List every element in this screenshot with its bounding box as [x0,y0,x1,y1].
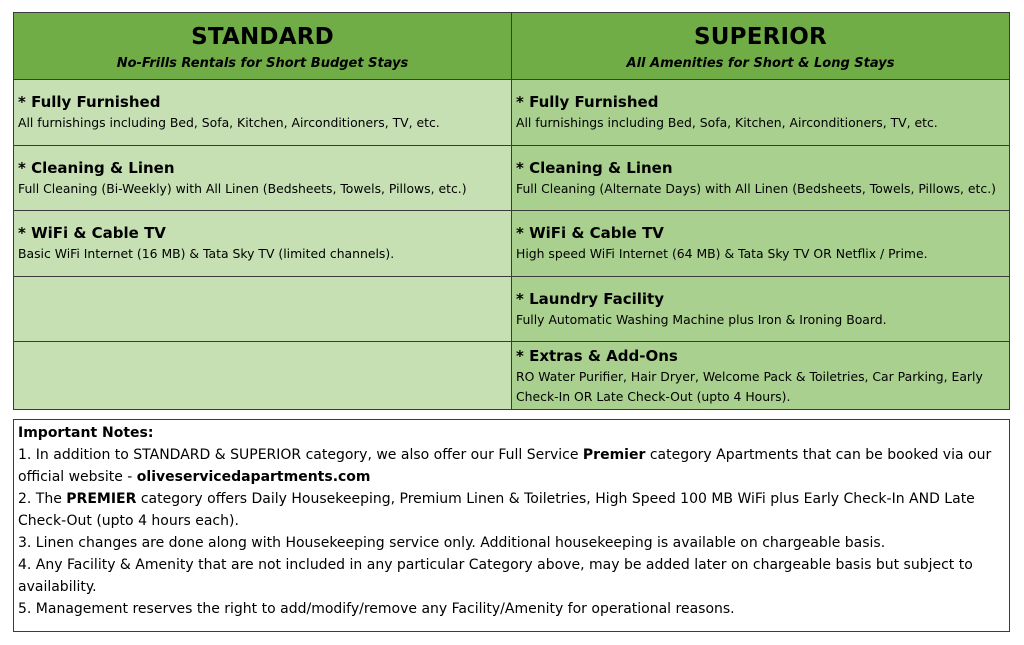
superior-header [512,13,1009,80]
feature-desc: Full Cleaning (Bi-Weekly) with All Linen (Bedsheets, Towels, Pillows, etc.) [18,181,467,196]
feature-desc: RO Water Purifier, Hair Dryer, Welcome Pack & Toiletries, Car Parking, Early Check-In OR Late Check-Out (upto 4 Hours). [516,369,983,404]
superior-feature-wifi [512,211,1009,277]
notes-heading: Important Notes: [18,425,154,441]
note-2 [18,488,1005,532]
note-2-text: 2. The [18,491,67,507]
feature-title: * WiFi & Cable TV [18,224,166,242]
feature-title: * Extras & Add-Ons [516,347,678,365]
note-1 [18,444,1005,488]
feature-desc: Full Cleaning (Alternate Days) with All Linen (Bedsheets, Towels, Pillows, etc.) [516,181,996,196]
note-1-text-cont: category Apartments that can be booked via our official website - [18,447,992,485]
note-4: 4. Any Facility & Amenity that are not included in any particular Category above, may be added later on chargeable basis but subject to availability. [18,557,973,595]
standard-empty-cell [14,342,512,409]
standard-feature-wifi [14,211,512,277]
standard-header [14,13,512,80]
feature-desc: All furnishings including Bed, Sofa, Kitchen, Airconditioners, TV, etc. [516,115,938,130]
superior-feature-furnished [512,80,1009,146]
note-3: 3. Linen changes are done along with Housekeeping service only. Additional housekeeping is available on chargeable basis. [18,535,886,551]
comparison-table [13,12,1010,410]
note-1-text: 1. In addition to STANDARD & SUPERIOR category, we also offer our Full Service [18,447,583,463]
superior-feature-cleaning [512,146,1009,211]
superior-title: SUPERIOR [694,24,827,50]
feature-desc: High speed WiFi Internet (64 MB) & Tata Sky TV OR Netflix / Prime. [516,246,928,261]
feature-desc: All furnishings including Bed, Sofa, Kitchen, Airconditioners, TV, etc. [18,115,440,130]
premier-label: Premier [582,447,646,463]
superior-feature-extras [512,342,1009,409]
feature-title: * WiFi & Cable TV [516,224,664,242]
feature-desc: Basic WiFi Internet (16 MB) & Tata Sky TV (limited channels). [18,246,395,261]
feature-title: * Cleaning & Linen [516,159,673,177]
standard-empty-cell [14,277,512,342]
standard-subtitle: No-Frills Rentals for Short Budget Stays [116,56,409,71]
feature-desc: Fully Automatic Washing Machine plus Iron & Ironing Board. [516,312,887,327]
superior-feature-laundry [512,277,1009,342]
feature-title: * Cleaning & Linen [18,159,175,177]
feature-title: * Fully Furnished [18,93,161,111]
premier-category-label: PREMIER [66,491,137,507]
note-2-text-cont: category offers Daily Housekeeping, Premium Linen & Toiletries, High Speed 100 MB WiFi plus Early Check-In AND Late Check-Out (upto 4 hours each). [18,491,975,529]
standard-feature-cleaning [14,146,512,211]
note-5: 5. Management reserves the right to add/modify/remove any Facility/Amenity for operational reasons. [18,601,735,617]
important-notes [13,419,1010,632]
feature-title: * Laundry Facility [516,290,664,308]
standard-feature-furnished [14,80,512,146]
superior-subtitle: All Amenities for Short & Long Stays [626,56,895,71]
website-link[interactable]: oliveservicedapartments.com [136,469,371,485]
feature-title: * Fully Furnished [516,93,659,111]
standard-title: STANDARD [191,24,334,50]
